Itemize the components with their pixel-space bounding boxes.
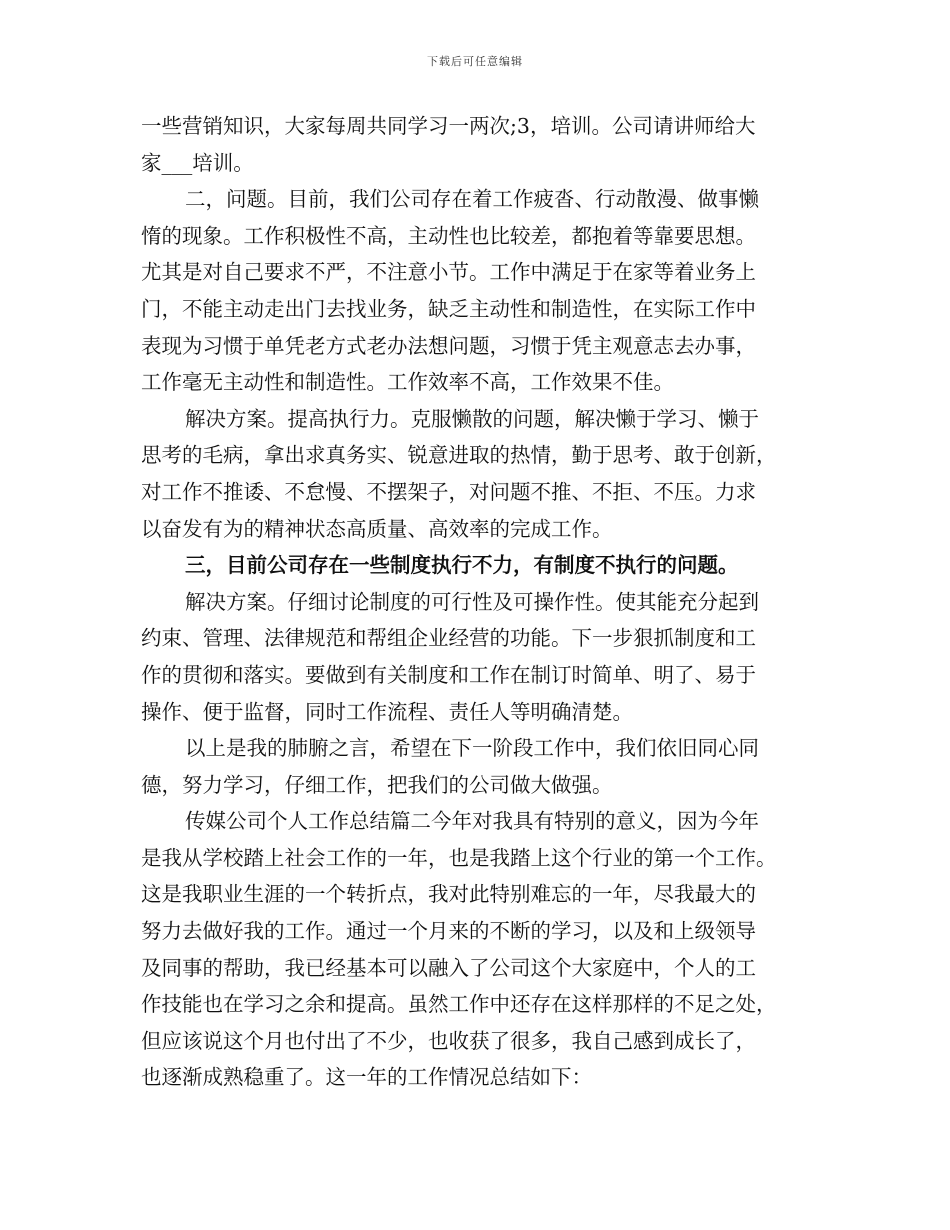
section-heading: 三，目前公司存在一些制度执行不力，有制度不执行的问题。 [185, 553, 739, 578]
text-line: 以奋发有为的精神状态高质量、高效率的完成工作。 [141, 516, 613, 541]
text-line: 德，努力学习，仔细工作，把我们的公司做大做强。 [141, 772, 613, 797]
text-line: 一些营销知识，大家每周共同学习一两次;3，培训。公司请讲师给大 [141, 114, 756, 138]
paragraph-start-line: 以上是我的肺腑之言，希望在下一阶段工作中，我们依旧同心同 [185, 736, 759, 761]
text-line: 操作、便于监督，同时工作流程、责任人等明确清楚。 [141, 699, 633, 724]
text-line: 也逐渐成熟稳重了。这一年的工作情况总结如下： [141, 1065, 592, 1090]
text-line: 是我从学校踏上社会工作的一年，也是我踏上这个行业的第一个工作。 [141, 845, 777, 870]
text-line: 对工作不推诿、不怠慢、不摆架子，对问题不推、不拒、不压。力求 [141, 479, 756, 504]
page-header: 下载后可任意编辑 [427, 55, 523, 68]
document-body [141, 108, 821, 1096]
text-line: 工作毫无主动性和制造性。工作效率不高，工作效果不佳。 [141, 370, 674, 395]
paragraph-start-line: 传媒公司个人工作总结篇二今年对我具有特别的意义，因为今年 [185, 809, 759, 834]
text-line: 门，不能主动走出门去找业务，缺乏主动性和制造性，在实际工作中 [141, 296, 756, 321]
text-line: 作技能也在学习之余和提高。虽然工作中还存在这样那样的不足之处， [141, 992, 777, 1017]
text-line: 约束、管理、法律规范和帮组企业经营的功能。下一步狠抓制度和工 [141, 626, 756, 651]
text-line: 家___培训。 [141, 150, 254, 175]
text-line: 及同事的帮助，我已经基本可以融入了公司这个大家庭中，个人的工 [141, 955, 756, 980]
paragraph-start-line: 二，问题。目前，我们公司存在着工作疲沓、行动散漫、做事懒 [185, 187, 759, 212]
text-line: 表现为习惯于单凭老方式老办法想问题，习惯于凭主观意志去办事， [141, 333, 756, 358]
paragraph-start-line: 解决方案。仔细讨论制度的可行性及可操作性。使其能充分起到 [185, 589, 759, 614]
text-line: 努力去做好我的工作。通过一个月来的不断的学习，以及和上级领导 [141, 919, 756, 944]
text-line: 这是我职业生涯的一个转折点，我对此特别难忘的一年，尽我最大的 [141, 882, 756, 907]
text-line: 惰的现象。工作积极性不高，主动性也比较差，都抱着等靠要思想。 [141, 223, 756, 248]
paragraph-start-line: 解决方案。提高执行力。克服懒散的问题，解决懒于学习、懒于 [185, 406, 759, 431]
text-line: 作的贯彻和落实。要做到有关制度和工作在制订时简单、明了、易于 [141, 662, 756, 687]
text-line: 思考的毛病，拿出求真务实、锐意进取的热情，勤于思考、敢于创新， [141, 443, 777, 468]
text-line: 但应该说这个月也付出了不少，也收获了很多，我自己感到成长了， [141, 1028, 756, 1053]
text-line: 尤其是对自己要求不严，不注意小节。工作中满足于在家等着业务上 [141, 260, 756, 285]
